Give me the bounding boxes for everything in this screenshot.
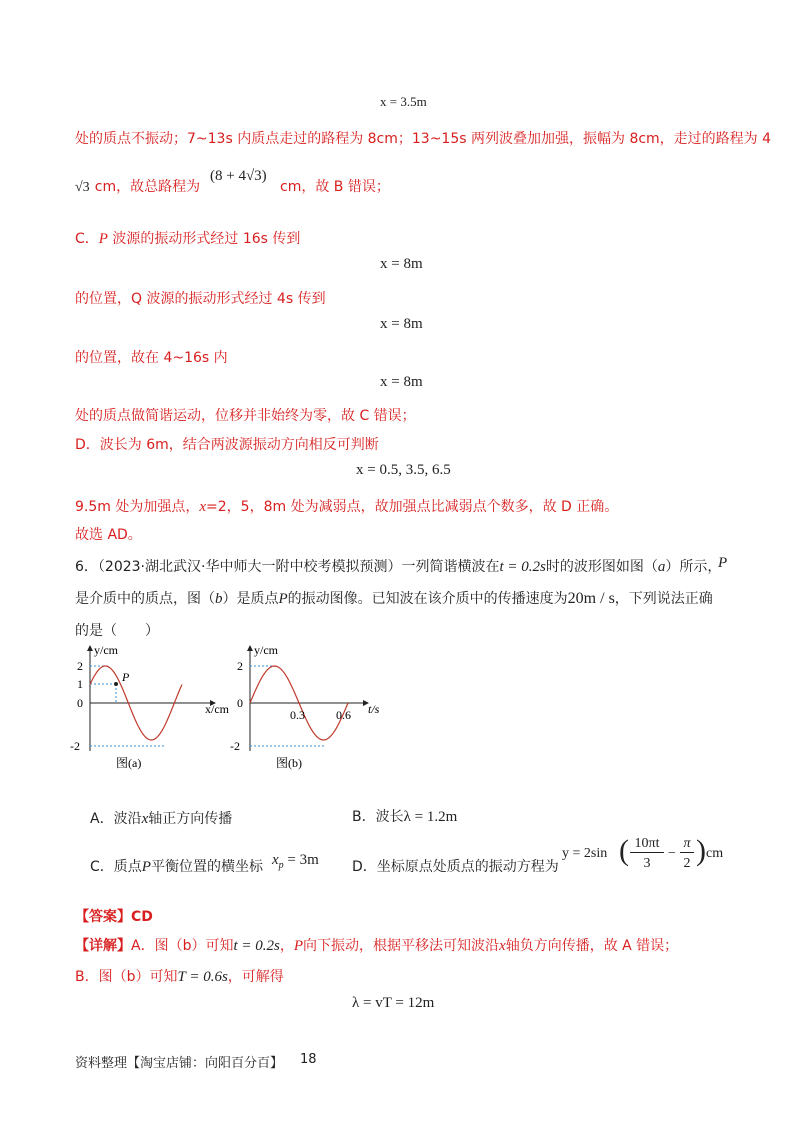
sqrt3: √3 <box>75 180 90 195</box>
footer-text: 资料整理【淘宝店铺：向阳百分百】 <box>75 1056 284 1071</box>
option-d-denominator: 3 <box>643 856 651 871</box>
q2-c: 的振动图像。已知波在该介质中的传播速度为 <box>287 591 568 607</box>
fig-b-xlabel: t/s <box>368 702 380 716</box>
l8-x: x <box>199 499 207 515</box>
question-line-2 <box>75 588 713 608</box>
option-d-paren-left: ( <box>619 834 629 867</box>
l8-b: =2，5，8m 处为减弱点，故加强点比减弱点个数多，故 D 正确。 <box>206 499 619 515</box>
solution-line-4: 的位置，Q 波源的振动形式经过 4s 传到 <box>75 291 326 307</box>
option-c-eq2: = 3m <box>287 852 319 868</box>
equation-lambda: λ = vT = 12m <box>352 995 435 1011</box>
p-symbol-1: P <box>718 555 728 571</box>
q1-c: ）所示， <box>665 559 722 575</box>
solution-line-7: D．波长为 6m，结合两波源振动方向相反可判断 <box>75 437 379 453</box>
q1-b: 时的波形图如图（ <box>545 559 658 575</box>
fig-b-y-arrow <box>247 645 253 651</box>
option-a-text2: 轴正方向传播 <box>148 811 233 827</box>
detail-t-eq: t = 0.2s <box>233 938 280 954</box>
solution-line-2 <box>75 176 200 196</box>
fig-a-point-p <box>114 682 118 686</box>
detail-b-a: B．图（b）可知 <box>75 969 178 985</box>
l8-a: 9.5m 处为加强点， <box>75 499 200 515</box>
option-c-sub: p <box>278 860 284 871</box>
fig-b-ylabel: y/cm <box>254 643 278 657</box>
fig-a-p-label: P <box>122 670 130 684</box>
option-d-paren-right: ) <box>696 834 706 867</box>
detail-c: 向下振动，根据平移法可知波沿 <box>303 938 500 954</box>
option-b-text: 波长 <box>375 809 404 825</box>
text-total-path: cm，故总路程为 <box>94 179 201 195</box>
detail-p: P <box>293 938 304 954</box>
solution-line-6: 处的质点做简谐运动，位移并非始终为零，故 C 错误； <box>75 408 416 424</box>
detail-line-a <box>75 935 678 955</box>
detail-d: 轴负方向传播，故 A 错误； <box>505 938 679 954</box>
option-a-x: x <box>141 811 149 827</box>
question-line-3: 的是（ ） <box>75 623 159 639</box>
solution-c-line <box>75 228 300 248</box>
option-d-numerator: 10πt <box>630 836 664 853</box>
detail-label: 【详解】 <box>75 938 131 954</box>
detail-line-b <box>75 966 284 986</box>
c-label: C． <box>75 231 99 247</box>
detail-b: ， <box>279 938 294 954</box>
question-number: 6． <box>75 559 98 575</box>
option-d-y-2sin: y = 2sin <box>562 846 608 861</box>
answer-label: 【答案】CD <box>75 909 153 925</box>
fig-b-tick-0-3: 0.3 <box>290 708 305 722</box>
detail-b-b: ，可解得 <box>227 969 284 985</box>
option-c-p: P <box>141 859 151 875</box>
option-d-text: 坐标原点处质点的振动方程为 <box>376 859 559 875</box>
t-equation: t = 0.2s <box>499 559 546 575</box>
speed-value: 20m / s <box>567 590 615 607</box>
option-c-x: x <box>272 852 279 868</box>
option-c-label: C． <box>90 859 114 875</box>
option-b-eq: λ = 1.2m <box>403 809 458 825</box>
fig-b-caption: 图(b) <box>276 756 302 770</box>
total-path-expression: (8 + 4√3) <box>210 168 267 184</box>
text-b-wrong: cm，故 B 错误； <box>280 179 390 195</box>
fig-a-tick-neg2: -2 <box>70 739 80 753</box>
option-d-minus: − <box>668 846 676 861</box>
detail-x: x <box>499 938 506 954</box>
equation-x-8m-2: x = 8m <box>380 316 423 332</box>
equation-x-3-5: x = 3.5m <box>380 94 427 109</box>
option-d-label: D． <box>352 859 377 875</box>
fig-a-tick-2: 2 <box>77 659 83 673</box>
p-symbol-2: P <box>278 591 288 607</box>
option-c-eq <box>272 852 319 871</box>
solution-line-9: 故选 AD。 <box>75 527 142 543</box>
option-d <box>352 856 559 876</box>
fig-a-xlabel: x/cm <box>205 702 229 716</box>
question-line-1 <box>75 556 721 576</box>
q2-d: ，下列说法正确 <box>614 591 713 607</box>
option-a-text: 波沿 <box>113 811 142 827</box>
equation-x-list: x = 0.5, 3.5, 6.5 <box>356 462 451 478</box>
equation-x-8m-1: x = 8m <box>380 256 423 272</box>
option-d-pi: π <box>680 836 694 853</box>
fig-a-tick-1: 1 <box>77 677 83 691</box>
solution-line-8 <box>75 496 618 516</box>
q2-a: 是介质中的质点，图（ <box>75 591 215 607</box>
fig-b-tick-neg2: -2 <box>230 739 240 753</box>
option-c <box>90 856 263 876</box>
q2-b: ）是质点 <box>222 591 279 607</box>
fig-b-tick-0-6: 0.6 <box>336 708 351 722</box>
b-italic: b <box>215 591 223 607</box>
fig-a-tick-0: 0 <box>77 696 83 710</box>
figure-b-vibration <box>228 643 388 773</box>
option-c-text2: 平衡位置的横坐标 <box>150 859 263 875</box>
fig-b-tick-2: 2 <box>237 659 243 673</box>
fig-a-ylabel: y/cm <box>94 643 118 657</box>
equation-x-8m-3: x = 8m <box>380 374 423 390</box>
option-a-label: A． <box>90 811 114 827</box>
a-italic: a <box>657 559 666 575</box>
fig-a-y-arrow <box>87 645 93 651</box>
detail-a: A．图（b）可知 <box>131 938 234 954</box>
solution-line-5: 的位置，故在 4~16s 内 <box>75 350 228 366</box>
option-d-unit: cm <box>706 846 724 861</box>
option-c-text: 质点 <box>113 859 142 875</box>
page-number: 18 <box>300 1052 317 1067</box>
detail-T-eq: T = 0.6s <box>177 969 228 985</box>
figure-a-waveform <box>70 643 240 773</box>
option-a <box>90 808 232 828</box>
question-source: （2023·湖北武汉·华中师大一附中校考模拟预测）一列简谐横波在 <box>97 559 500 575</box>
fig-a-caption: 图(a) <box>116 756 142 770</box>
solution-line-1: 处的质点不振动；7~13s 内质点走过的路程为 8cm；13~15s 两列波叠加加强，振幅为 8cm，走过的路程为 4 <box>75 131 772 147</box>
option-b-label: B． <box>352 809 376 825</box>
option-b <box>352 806 457 826</box>
option-d-two: 2 <box>683 856 691 871</box>
fig-b-tick-0: 0 <box>237 696 243 710</box>
c-text: 波源的振动形式经过 16s 传到 <box>112 231 301 247</box>
c-p-symbol: P <box>98 231 108 247</box>
